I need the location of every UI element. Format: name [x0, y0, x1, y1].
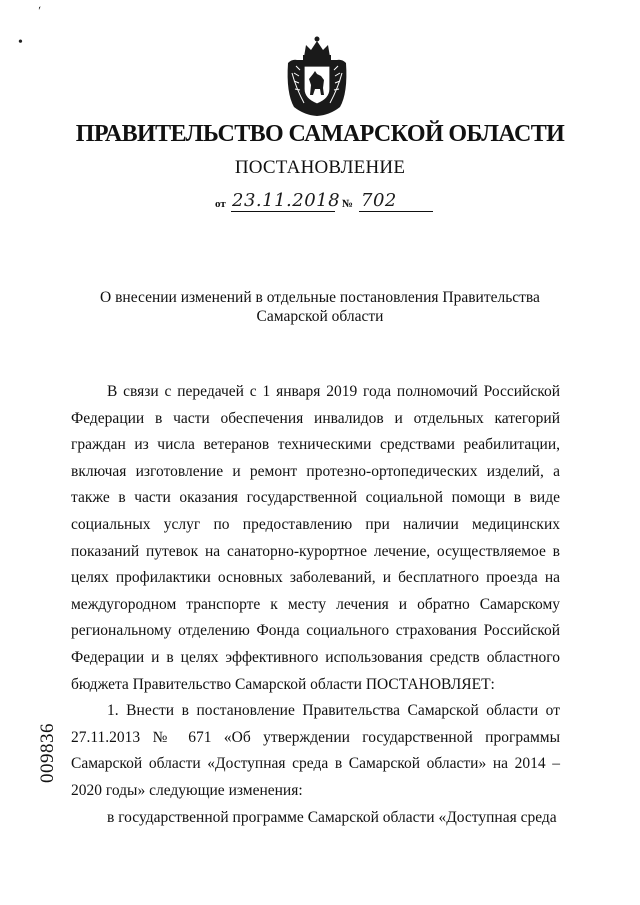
body-paragraph: В связи с передачей с 1 января 2019 года полномочий Российской Федерации в части обеспечения инвалидов и отдельных категорий граждан из числа ветеранов техническими средствами реабилитации, включая изготовление и ремонт протезно-ортопедических изделий, а также в части оказания государственной социальной помощи в виде социальных услуг по предоставлению при наличии медицинских показаний путевок на санаторно-курортное лечение, осуществляемое в целях профилактики основных заболеваний, и бесплатного проезда на междугородном транспорте к месту лечения и обратно Самарскому региональному отделению Фонда социального страхования Российской Федерации и в целях эффективного использования средств областного бюджета Правительство Самарской области ПОСТАНОВЛЯЕТ: — [71, 383, 560, 693]
number-underline — [359, 211, 433, 212]
body-paragraph: 1. Внести в постановление Правительства Самарской области от 27.11.2013 № 671 «Об утверждении государственной программы Самарской области «Доступная среда в Самарской области» на 2014 – 2020 годы» следующие изменения: — [71, 702, 560, 799]
subject-line: О внесении изменений в отдельные постановления Правительства — [100, 289, 540, 306]
number-prefix: № — [342, 198, 354, 210]
date-underline — [231, 211, 335, 212]
dot-mark: • — [18, 35, 23, 50]
document-number: 702 — [361, 190, 397, 211]
date-prefix: от — [215, 198, 226, 210]
serial-number-text: 009836 — [37, 723, 58, 783]
body-paragraph: в государственной программе Самарской области «Доступная среда — [107, 808, 557, 826]
document-date-number — [215, 191, 435, 213]
subject-line: Самарской области — [256, 308, 384, 325]
samara-coat-of-arms-icon — [282, 33, 352, 117]
document-subject — [60, 288, 580, 326]
government-title: ПРАВИТЕЛЬСТВО САМАРСКОЙ ОБЛАСТИ — [75, 121, 565, 147]
side-serial-number — [34, 718, 62, 788]
document-type: ПОСТАНОВЛЕНИЕ — [234, 157, 406, 178]
document-body — [71, 379, 560, 831]
pen-mark: ˊ — [36, 4, 48, 21]
document-date: 23.11.2018 — [232, 190, 341, 211]
